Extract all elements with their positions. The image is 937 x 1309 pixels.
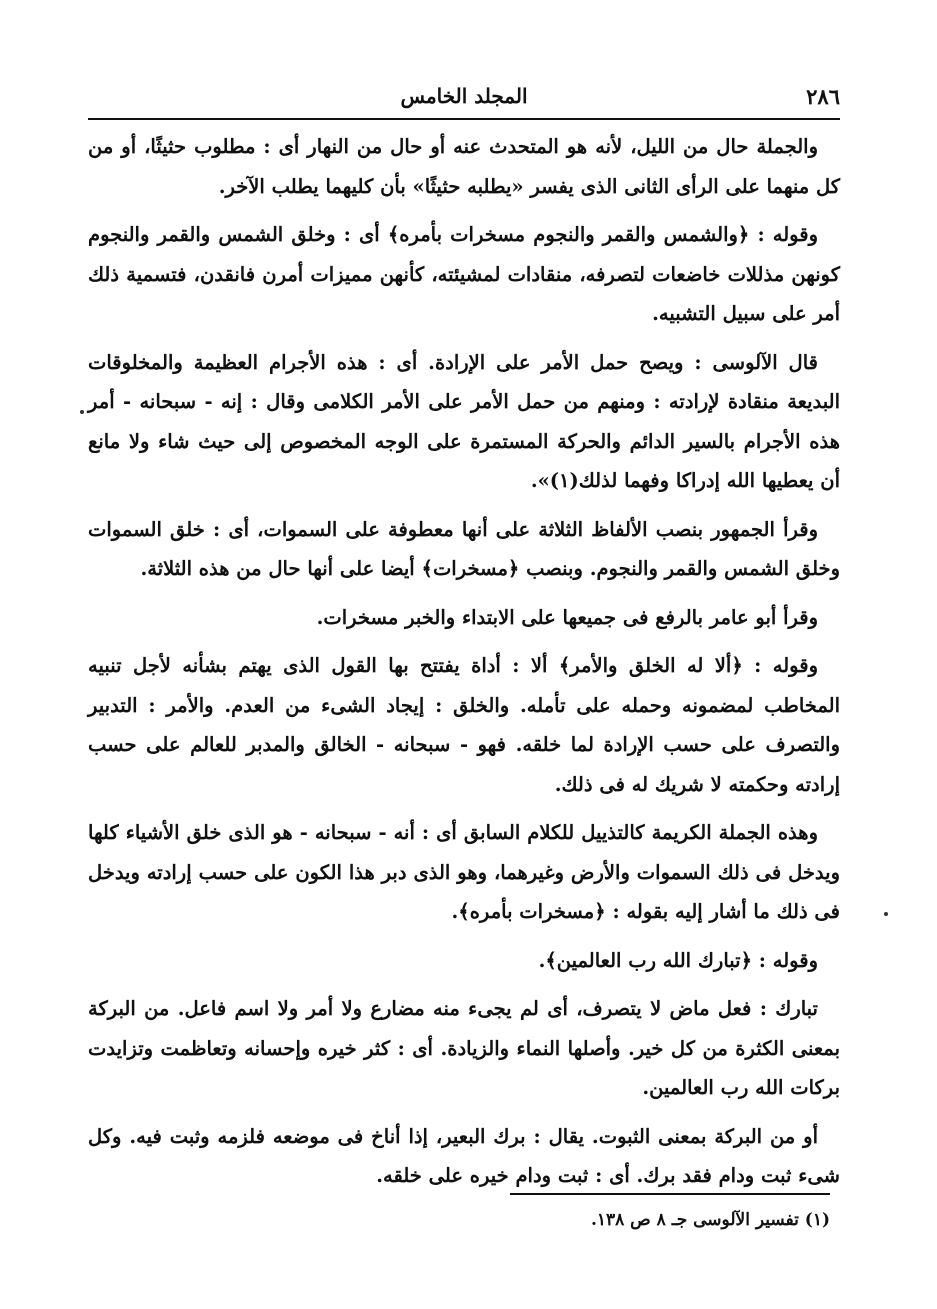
paragraph-6: وقوله : ﴿ألا له الخلق والأمر﴾ ألا : أداة يفتتح بها القول الذى يهتم بشأنه لأجل تنبيه المخاطب لمضمونه وحمله على تأمله. والخلق : إيجاد الشىء من العدم. والأمر : التدبير والتصرف على حسب الإرادة لما خلقه. فهو - سبحانه - الخالق والمدبر للعالم على حسب إرادته وحكمته لا شريك له فى ذلك.: [88, 654, 840, 796]
body-text: [88, 127, 840, 1205]
paragraph-8: وقوله : ﴿تبارك الله رب العالمين﴾.: [538, 948, 818, 972]
header-rule: [88, 118, 840, 120]
footnote: (١) تفسير الآلوسى جـ ٨ ص ١٣٨.: [590, 1210, 830, 1230]
footnote-rule: [510, 1193, 830, 1195]
paragraph-1: والجملة حال من الليل، لأنه هو المتحدث عنه أو حال من النهار أى : مطلوب حثيثًا، أو من كل منهما على الرأى الثانى الذى يفسر «يطلبه حثيثًا» بأن كليهما يطلب الآخر.: [88, 135, 840, 198]
margin-speck: [884, 912, 888, 916]
page-header: [88, 78, 840, 118]
paragraph-4: وقرأ الجمهور بنصب الألفاظ الثلاثة على أنها معطوفة على السموات، أى : خلق السموات وخلق الشمس والقمر والنجوم. وبنصب ﴿مسخرات﴾ أيضا على أنها حال من هذه الثلاثة.: [88, 517, 840, 580]
page-number: ٢٨٦: [806, 84, 840, 109]
paragraph-3: قال الآلوسى : ويصح حمل الأمر على الإرادة. أى : هذه الأجرام العظيمة والمخلوقات البديعة منقادة لإرادته : ومنهم من حمل الأمر على الأمر الكلامى وقال : إنه - سبحانه - أمر هذه الأجرام بالسير الدائم والحركة المستمرة على الوجه المخصوص إلى حيث شاء ولا مانع أن يعطيها الله إدراكا وفهما لذلك(١)».: [88, 350, 840, 492]
volume-title: المجلد الخامس: [400, 84, 528, 108]
paragraph-9: تبارك : فعل ماض لا يتصرف، أى لم يجىء منه مضارع ولا أمر ولا اسم فاعل. من البركة بمعنى الكثرة من كل خير. وأصلها النماء والزيادة. أى : كثر خيره وإحسانه وتعاظمت وتزايدت بركات الله رب العالمين.: [88, 997, 840, 1099]
paragraph-10: أو من البركة بمعنى الثبوت. يقال : برك البعير، إذا أناخ فى موضعه فلزمه وثبت فيه. وكل شىء ثبت ودام فقد برك. أى : ثبت ودام خيره على خلقه.: [88, 1124, 840, 1187]
margin-speck: [80, 410, 84, 414]
paragraph-2: وقوله : ﴿والشمس والقمر والنجوم مسخرات بأمره﴾ أى : وخلق الشمس والقمر والنجوم كونهن مذللات خاضعات لتصرفه، منقادات لمشيئته، كأنهن مميزات أمرن فانقدن، فتسمية ذلك أمر على سبيل التشبيه.: [88, 223, 840, 325]
paragraph-7: وهذه الجملة الكريمة كالتذييل للكلام السابق أى : أنه - سبحانه - هو الذى خلق الأشياء كلها ويدخل فى ذلك السموات والأرض وغيرهما، وهو الذى دبر هذا الكون على حسب إرادته ويدخل فى ذلك ما أشار إليه بقوله : ﴿مسخرات بأمره﴾.: [88, 821, 840, 923]
paragraph-5: وقرأ أبو عامر بالرفع فى جميعها على الابتداء والخبر مسخرات.: [316, 605, 818, 629]
